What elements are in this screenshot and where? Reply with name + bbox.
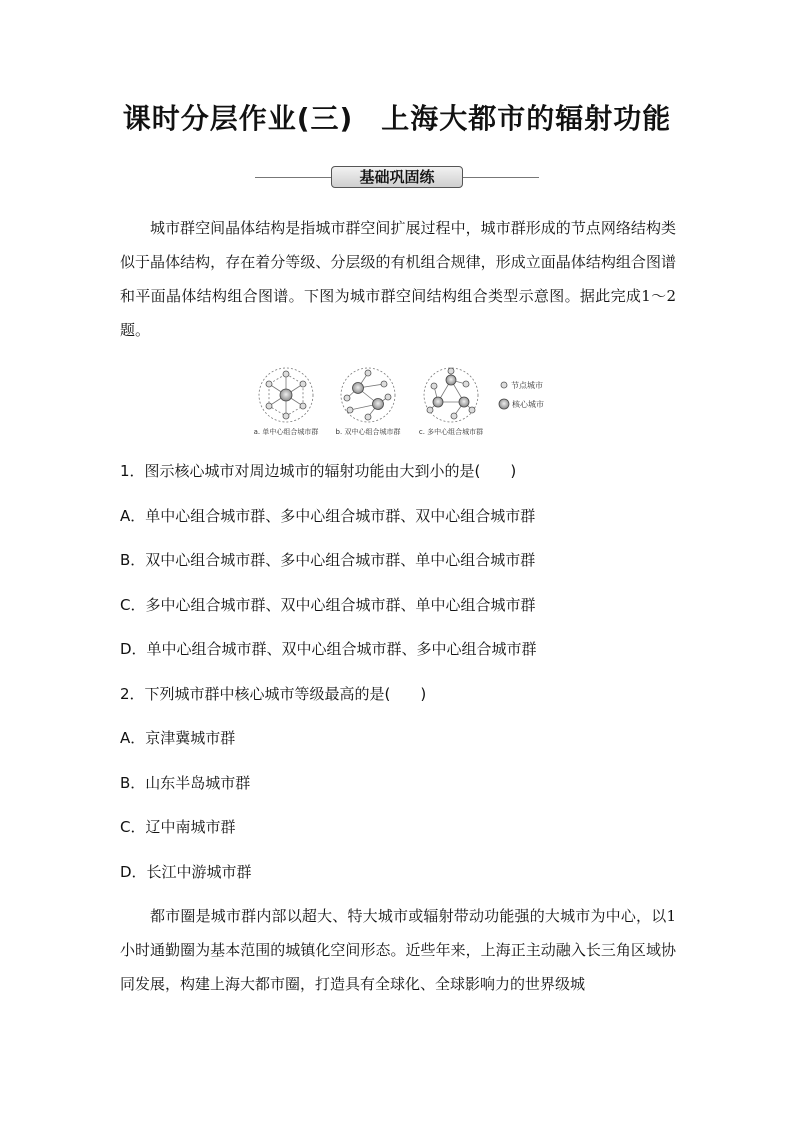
legend-core-label: 核心城市 (512, 400, 544, 409)
section-badge: 基础巩固练 (331, 166, 463, 188)
diagram-dual-center (341, 368, 395, 422)
passage-intro: 城市群空间晶体结构是指城市群空间扩展过程中，城市群形成的节点网络结构类似于晶体结构，存在着分等级、分层级的有机组合规律，形成立面晶体结构组合图谱和平面晶体结构组合图谱。下图为城市群空间结构组合类型示意图。据此完成1～2题。 (120, 219, 676, 339)
page-title (0, 97, 794, 137)
question-2-option-b[interactable]: B．山东半岛城市群 (120, 774, 251, 792)
question-1-option-d[interactable]: D．单中心组合城市群、双中心组合城市群、多中心组合城市群 (120, 640, 537, 658)
section-header (255, 166, 539, 188)
city-cluster-figure (246, 364, 546, 440)
passage-metro: 都市圈是城市群内部以超大、特大城市或辐射带动功能强的大城市为中心，以1小时通勤圈为基本范围的城镇化空间形态。近些年来，上海正主动融入长三角区域协同发展，构建上海大都市圈，打造具有全球化、全球影响力的世界级城 (120, 907, 676, 993)
diagram-single-center (259, 368, 313, 422)
title-part-2: 上海大都市的辐射功能 (381, 102, 672, 135)
legend-node-icon (501, 382, 507, 388)
question-1-option-c[interactable]: C．多中心组合城市群、双中心组合城市群、单中心组合城市群 (120, 596, 536, 614)
question-1-option-b[interactable]: B．双中心组合城市群、多中心组合城市群、单中心组合城市群 (120, 551, 536, 569)
caption-a: a. 单中心组合城市群 (253, 428, 319, 436)
question-1-stem: 1．图示核心城市对周边城市的辐射功能由大到小的是( ) (120, 462, 517, 480)
figure-legend (499, 380, 544, 409)
caption-b: b. 双中心组合城市群 (335, 428, 401, 436)
question-2-option-c[interactable]: C．辽中南城市群 (120, 818, 236, 836)
legend-core-icon (499, 399, 509, 409)
divider-right (463, 177, 539, 178)
question-1-option-a[interactable]: A．单中心组合城市群、多中心组合城市群、双中心组合城市群 (120, 507, 536, 525)
question-2-stem: 2．下列城市群中核心城市等级最高的是( ) (120, 685, 427, 703)
title-part-1: 课时分层作业(三) (122, 102, 354, 135)
diagram-multi-center (424, 368, 478, 422)
question-2-option-a[interactable]: A．京津冀城市群 (120, 729, 236, 747)
divider-left (255, 177, 331, 178)
legend-node-label: 节点城市 (511, 381, 543, 390)
caption-c: c. 多中心组合城市群 (418, 428, 484, 436)
question-2-option-d[interactable]: D．长江中游城市群 (120, 863, 252, 881)
